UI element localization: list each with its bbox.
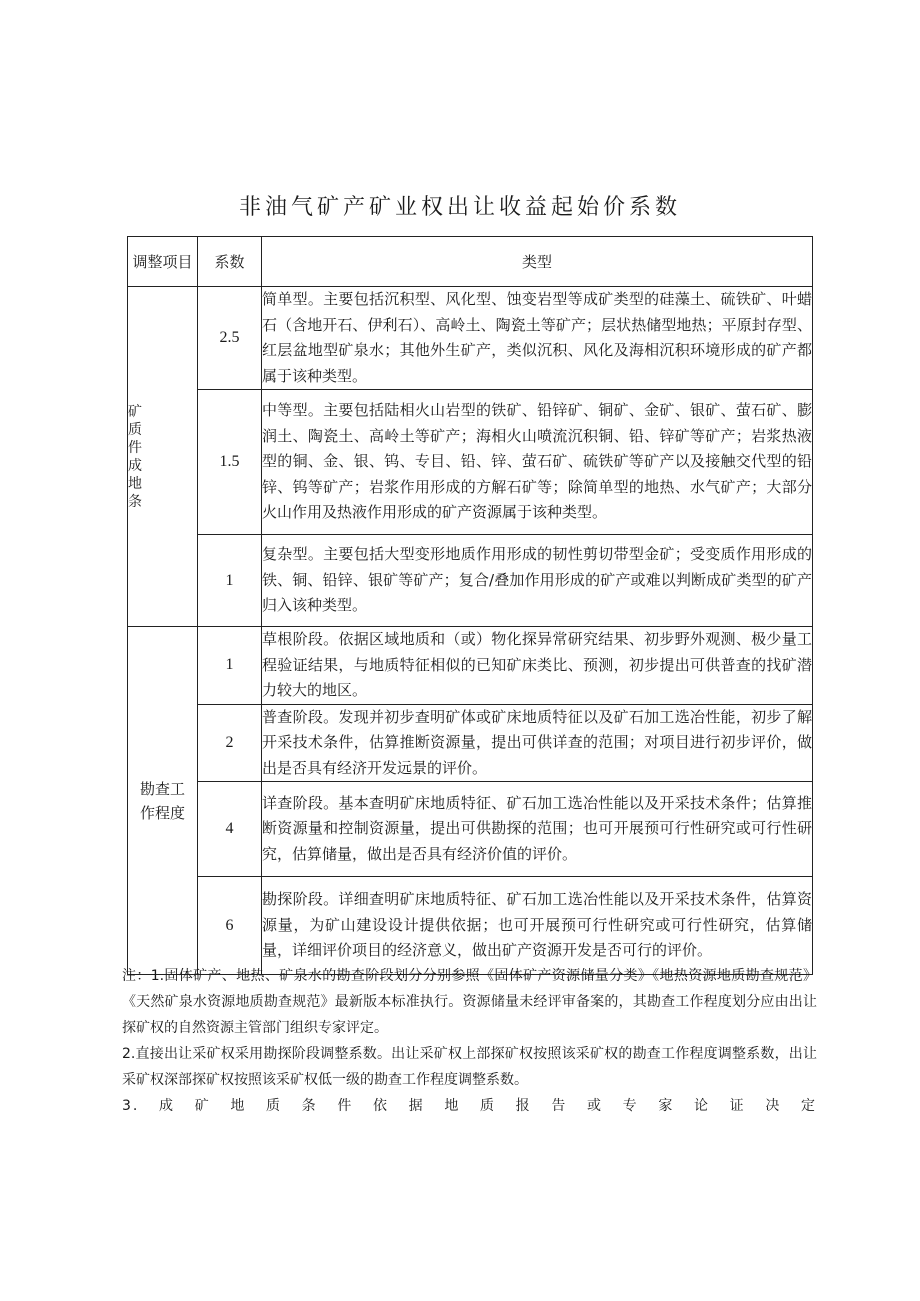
type-description: 草根阶段。依据区域地质和（或）物化探异常研究结果、初步野外观测、极少量工程验证结果，与地质特征相似的已知矿床类比、预测，初步提出可供普查的找矿潜力较大的地区。 bbox=[262, 627, 813, 705]
note-1: 注：1.固体矿产、地热、矿泉水的勘查阶段划分分别参照《固体矿产资源储量分类》《地热资源地质勘查规范》《天然矿泉水资源地质勘查规范》最新版本标准执行。资源储量未经评审备案的，其勘查工作程度划分应由出让探矿权的自然资源主管部门组织专家评定。 bbox=[122, 968, 817, 1036]
header-item: 调整项目 bbox=[128, 237, 198, 287]
type-description: 复杂型。主要包括大型变形地质作用形成的韧性剪切带型金矿；受变质作用形成的铁、铜、铅锌、银矿等矿产；复合/叠加作用形成的矿产或难以判断成矿类型的矿产归入该种类型。 bbox=[262, 535, 813, 627]
page-title: 非油气矿产矿业权出让收益起始价系数 bbox=[238, 195, 681, 220]
header-coef: 系数 bbox=[198, 237, 262, 287]
coefficient-table bbox=[127, 236, 813, 975]
coef-value: 2.5 bbox=[198, 287, 262, 390]
notes bbox=[122, 963, 817, 1119]
table-row bbox=[128, 782, 813, 877]
note-3: 3.成矿地质条件依据地质报告或专家论证决定 bbox=[122, 1098, 817, 1114]
table-row bbox=[128, 535, 813, 627]
type-description: 普查阶段。发现并初步查明矿体或矿床地质特征以及矿石加工选冶性能，初步了解开采技术条件，估算推断资源量，提出可供详查的范围；对项目进行初步评价，做出是否具有经济开发远景的评价。 bbox=[262, 704, 813, 782]
table-header-row bbox=[128, 237, 813, 287]
coef-value: 1.5 bbox=[198, 390, 262, 535]
coef-value: 4 bbox=[198, 782, 262, 877]
type-description: 勘探阶段。详细查明矿床地质特征、矿石加工选冶性能以及开采技术条件，估算资源量，为矿山建设设计提供依据；也可开展预可行性研究或可行性研究，估算储量，详细评价项目的经济意义，做出矿产资源开发是否可行的评价。 bbox=[262, 877, 813, 975]
note-2: 2.直接出让采矿权采用勘探阶段调整系数。出让采矿权上部探矿权按照该采矿权的勘查工作程度调整系数，出让采矿权深部探矿权按照该采矿权低一级的勘查工作程度调整系数。 bbox=[122, 1046, 817, 1088]
header-type: 类型 bbox=[262, 237, 813, 287]
table-row bbox=[128, 287, 813, 390]
table-row bbox=[128, 390, 813, 535]
coef-value: 1 bbox=[198, 535, 262, 627]
type-description: 中等型。主要包括陆相火山岩型的铁矿、铅锌矿、铜矿、金矿、银矿、萤石矿、膨润土、陶瓷土、高岭土等矿产；海相火山喷流沉积铜、铅、锌矿等矿产；岩浆热液型的铜、金、银、钨、专目、铅、锌、萤石矿、硫铁矿等矿产以及接触交代型的铅锌、钨等矿产；岩浆作用形成的方解石矿等；除简单型的地热、水气矿产；大部分火山作用及热液作用形成的矿产资源属于该种类型。 bbox=[262, 390, 813, 535]
category-geology: 矿质件成地条 bbox=[128, 287, 198, 627]
coef-value: 2 bbox=[198, 704, 262, 782]
category-exploration: 勘查工作程度 bbox=[128, 627, 198, 975]
coef-value: 1 bbox=[198, 627, 262, 705]
type-description: 简单型。主要包括沉积型、风化型、蚀变岩型等成矿类型的硅藻土、硫铁矿、叶蜡石（含地开石、伊利石）、高岭土、陶瓷土等矿产；层状热储型地热；平原封存型、红层盆地型矿泉水；其他外生矿产，类似沉积、风化及海相沉积环境形成的矿产都属于该种类型。 bbox=[262, 287, 813, 390]
table-row bbox=[128, 877, 813, 975]
table-row bbox=[128, 627, 813, 705]
table-row bbox=[128, 704, 813, 782]
coef-value: 6 bbox=[198, 877, 262, 975]
type-description: 详查阶段。基本查明矿床地质特征、矿石加工选冶性能以及开采技术条件；估算推断资源量和控制资源量，提出可供勘探的范围；也可开展预可行性研究或可行性研究，估算储量，做出是否具有经济价值的评价。 bbox=[262, 782, 813, 877]
